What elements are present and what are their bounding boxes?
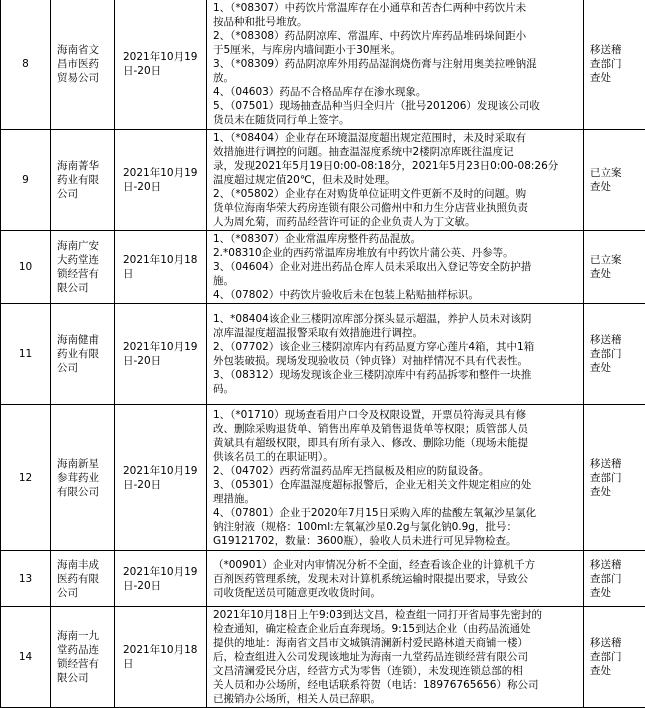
inspection-date-cell	[115, 130, 207, 231]
inspection-date-cell	[115, 231, 207, 304]
handling-result-line: 移送稽	[590, 558, 642, 572]
company-name-cell	[51, 130, 115, 231]
finding-line: 4、（07802）中药饮片验收后未在包装上粘贴抽样标识。	[213, 288, 580, 302]
finding-line: 4、（07801）企业于2020年7月15日采购入库的盐酸左氧氟沙星氯化	[213, 506, 580, 520]
finding-line: 凉库温湿度超温报警采取有效措施进行调控。	[213, 326, 580, 340]
table-row	[1, 0, 645, 130]
inspection-date-cell	[115, 607, 207, 708]
company-name-line: 锁经营有	[57, 657, 111, 671]
company-name-line: 海南丰成	[57, 558, 111, 572]
handling-result-line: 移送稽	[590, 636, 642, 650]
finding-line: 外包装破损。现场发现验收员（钟贞锋）对抽样情况不具有代表性。	[213, 354, 580, 368]
finding-line: 货员未在随货同行单上签字。	[213, 113, 580, 127]
finding-line: 检查通知，确定检查企业后直奔现场。9:15到达企业（由药品流通处	[213, 622, 580, 636]
handling-result-cell	[584, 130, 645, 231]
handling-result-line: 移送稽	[590, 457, 642, 471]
handling-result-cell	[584, 607, 645, 708]
company-name-line: 公司	[57, 361, 111, 375]
finding-line: 1、*08404该企业三楼阴凉库部分探头显示超温，养护人员未对该阴	[213, 312, 580, 326]
company-name-line: 公司	[57, 586, 111, 600]
company-name-cell	[51, 0, 115, 130]
company-name-line: 药业有限	[57, 347, 111, 361]
finding-line: 放。	[213, 71, 580, 85]
handling-result-line: 已立案	[590, 253, 642, 267]
inspection-date-line: 2021年10月19	[123, 464, 203, 478]
company-name-line: 医药有限	[57, 572, 111, 586]
handling-result-line: 查部门	[590, 650, 642, 664]
handling-result-line: 移送稽	[590, 333, 642, 347]
handling-result-cell	[584, 551, 645, 607]
finding-line: 1、（*08307）中药饮片常温库存在小通草和苦杏仁两种中药饮片未	[213, 1, 580, 15]
company-name-line: 锁经营有	[57, 267, 111, 281]
inspection-date-line: 2021年10月19	[123, 340, 203, 354]
row-number: 9	[1, 130, 51, 231]
company-name-line: 公司	[57, 187, 111, 201]
inspection-date-line: 2021年10月19	[123, 166, 203, 180]
finding-line: 供该名员工的在职证明）。	[213, 450, 580, 464]
company-name-line: 海南广安	[57, 239, 111, 253]
handling-result-line: 查处	[590, 361, 642, 375]
row-number: 10	[1, 231, 51, 304]
findings-cell	[207, 130, 584, 231]
company-name-line: 堂药品连	[57, 643, 111, 657]
inspection-date-line: 日-20日	[123, 64, 203, 78]
inspection-date-line: 日-20日	[123, 354, 203, 368]
company-name-line: 海南菁华	[57, 159, 111, 173]
finding-line: 提供的地址：海南省文昌市文城镇清澜新村爱民路林道天商铺一楼）	[213, 636, 580, 650]
findings-cell	[207, 304, 584, 405]
findings-cell	[207, 607, 584, 708]
row-number: 11	[1, 304, 51, 405]
finding-line: 温度超过规定值20℃，但未及时处理。	[213, 173, 580, 187]
company-name-line: 海南新星	[57, 457, 111, 471]
finding-line: 录，发现2021年5月19日0:00-08:18分，2021年5月23日0:00-08:26分	[213, 159, 580, 173]
company-name-cell	[51, 304, 115, 405]
finding-line: 货单位海南华荣大药房连锁有限公司儋州中和力生分店营业执照负责	[213, 201, 580, 215]
finding-line: 3、（*08309）药品阴凉库外用药品湿润烧伤膏与注射用奥美拉唑钠混	[213, 57, 580, 71]
finding-line: 3、（08312）现场发现该企业三楼阴凉库中有药品拆零和整件一块推	[213, 368, 580, 382]
inspection-date-line: 2021年10月19	[123, 50, 203, 64]
finding-line: 码。	[213, 382, 580, 396]
handling-result-cell	[584, 405, 645, 551]
handling-result-line: 已立案	[590, 166, 642, 180]
inspection-date-line: 日-20日	[123, 579, 203, 593]
handling-result-line: 查部门	[590, 347, 642, 361]
company-name-cell	[51, 551, 115, 607]
company-name-line: 昌市医药	[57, 57, 111, 71]
table-row	[1, 607, 645, 708]
inspection-date-cell	[115, 405, 207, 551]
finding-line: 2、（04702）西药常温药品库无挡鼠板及相应的防鼠设备。	[213, 464, 580, 478]
inspection-date-line: 日-20日	[123, 180, 203, 194]
findings-cell	[207, 551, 584, 607]
finding-line: 4、（04603）药品不合格品库存在渗水现象。	[213, 85, 580, 99]
inspection-date-line: 日-20日	[123, 478, 203, 492]
handling-result-line: 移送稽	[590, 43, 642, 57]
finding-line: 钠注射液（规格：100ml:左氧氟沙星0.2g与氯化钠0.9g，批号：	[213, 520, 580, 534]
findings-cell	[207, 0, 584, 130]
finding-line: 施。	[213, 274, 580, 288]
inspection-date-cell	[115, 304, 207, 405]
company-name-line: 药业有限	[57, 173, 111, 187]
company-name-line: 贸易公司	[57, 71, 111, 85]
finding-line: 2、（07702）该企业三楼阴凉库内有药品夏方穿心莲片4箱，其中1箱	[213, 340, 580, 354]
finding-line: （*00901）企业对内审情况分析不全面，经查看该企业的计算机千方	[213, 558, 580, 572]
finding-line: 后，检查组进入公司发现该地址为海南一九堂药品连锁经营有限公司	[213, 650, 580, 664]
inspection-date-cell	[115, 0, 207, 130]
handling-result-line: 查处	[590, 71, 642, 85]
company-name-line: 参茸药业	[57, 471, 111, 485]
finding-line: 3、（05301）仓库温湿度超标报警后，企业无相关文件规定相应的处	[213, 478, 580, 492]
finding-line: 黄斌具有超级权限，即具有所有录入、修改、删除功能（现场未能提	[213, 436, 580, 450]
company-name-line: 海南省文	[57, 43, 111, 57]
finding-line: 关人员和办公场所，经电话联系符贺（电话：18976765656）称公司	[213, 678, 580, 692]
row-number: 8	[1, 0, 51, 130]
finding-line: G19121702，数量：3600瓶），验收人员未进行可见异物检查。	[213, 534, 580, 548]
finding-line: 于5厘米，与库房内墙间距小于30厘米。	[213, 43, 580, 57]
row-number: 13	[1, 551, 51, 607]
company-name-line: 大药堂连	[57, 253, 111, 267]
finding-line: 2、（*08308）药品阴凉库、常温库、中药饮片库药品堆码垛间距小	[213, 29, 580, 43]
finding-line: 司收货配送员可随意更改收货时间。	[213, 586, 580, 600]
handling-result-line: 查处	[590, 586, 642, 600]
finding-line: 按品种和批号堆放。	[213, 15, 580, 29]
company-name-cell	[51, 607, 115, 708]
inspection-date-line: 2021年10月18	[123, 643, 203, 657]
inspection-date-line: 2021年10月18	[123, 253, 203, 267]
finding-line: 已搬销办公场所，相关人员已辞职。	[213, 692, 580, 706]
table-row	[1, 231, 645, 304]
findings-cell	[207, 405, 584, 551]
row-number: 12	[1, 405, 51, 551]
finding-line: 1、（*08404）企业存在环境温湿度超出规定范围时，未及时采取有	[213, 131, 580, 145]
inspection-date-line: 日	[123, 657, 203, 671]
company-name-line: 限公司	[57, 281, 111, 295]
finding-line: 百剂医药管理系统，发现未对计算机系统运输时限提出要求，导致公	[213, 572, 580, 586]
finding-line: 2、（*05802）企业存在对购货单位证明文件更新不及时的问题。购	[213, 187, 580, 201]
handling-result-cell	[584, 231, 645, 304]
finding-line: 2.*08310企业的西药常温库房堆放有中药饮片蒲公英、丹参等。	[213, 246, 580, 260]
inspection-date-line: 日	[123, 267, 203, 281]
inspection-date-line: 2021年10月19	[123, 565, 203, 579]
finding-line: 1、（*08307）企业常温库房整件药品混放。	[213, 232, 580, 246]
inspection-date-cell	[115, 551, 207, 607]
finding-line: 2021年10月18日上午9:03到达文昌，检查组一同打开省局事先密封的	[213, 608, 580, 622]
company-name-line: 有限公司	[57, 485, 111, 499]
row-number: 14	[1, 607, 51, 708]
handling-result-line: 查部门	[590, 471, 642, 485]
finding-line: 效措施进行调控的问题。抽查温湿度系统中2楼阴凉库既往温度记	[213, 145, 580, 159]
finding-line: 5、（07501）现场抽查品种当归全归片（批号201206）发现该公司收	[213, 99, 580, 113]
finding-line: 人为周允菊，而药品经营许可证的企业负责人为丁文敏。	[213, 215, 580, 229]
table-body	[1, 0, 645, 708]
handling-result-line: 查处	[590, 267, 642, 281]
finding-line: 文昌清澜爱民分店，经营方式为零售（连锁），未发现连锁总部的相	[213, 664, 580, 678]
handling-result-cell	[584, 0, 645, 130]
finding-line: 理措施。	[213, 492, 580, 506]
handling-result-cell	[584, 304, 645, 405]
finding-line: 1、（*01710）现场查看用户口令及权限设置，开票员符海灵具有修	[213, 408, 580, 422]
company-name-line: 海南健甫	[57, 333, 111, 347]
table-row	[1, 405, 645, 551]
handling-result-line: 查部门	[590, 57, 642, 71]
table-row	[1, 304, 645, 405]
handling-result-line: 查处	[590, 180, 642, 194]
handling-result-line: 查处	[590, 664, 642, 678]
company-name-cell	[51, 231, 115, 304]
finding-line: 改、删除采购退货单、销售出库单及销售退货单等权限；质管部人员	[213, 422, 580, 436]
findings-cell	[207, 231, 584, 304]
finding-line: 3、（04604）企业对进出药品仓库人员未采取出入登记等安全防护措	[213, 260, 580, 274]
company-name-line: 限公司	[57, 671, 111, 685]
table-row	[1, 551, 645, 607]
handling-result-line: 查处	[590, 485, 642, 499]
company-name-cell	[51, 405, 115, 551]
handling-result-line: 查部门	[590, 572, 642, 586]
company-name-line: 海南一九	[57, 629, 111, 643]
table-row	[1, 130, 645, 231]
